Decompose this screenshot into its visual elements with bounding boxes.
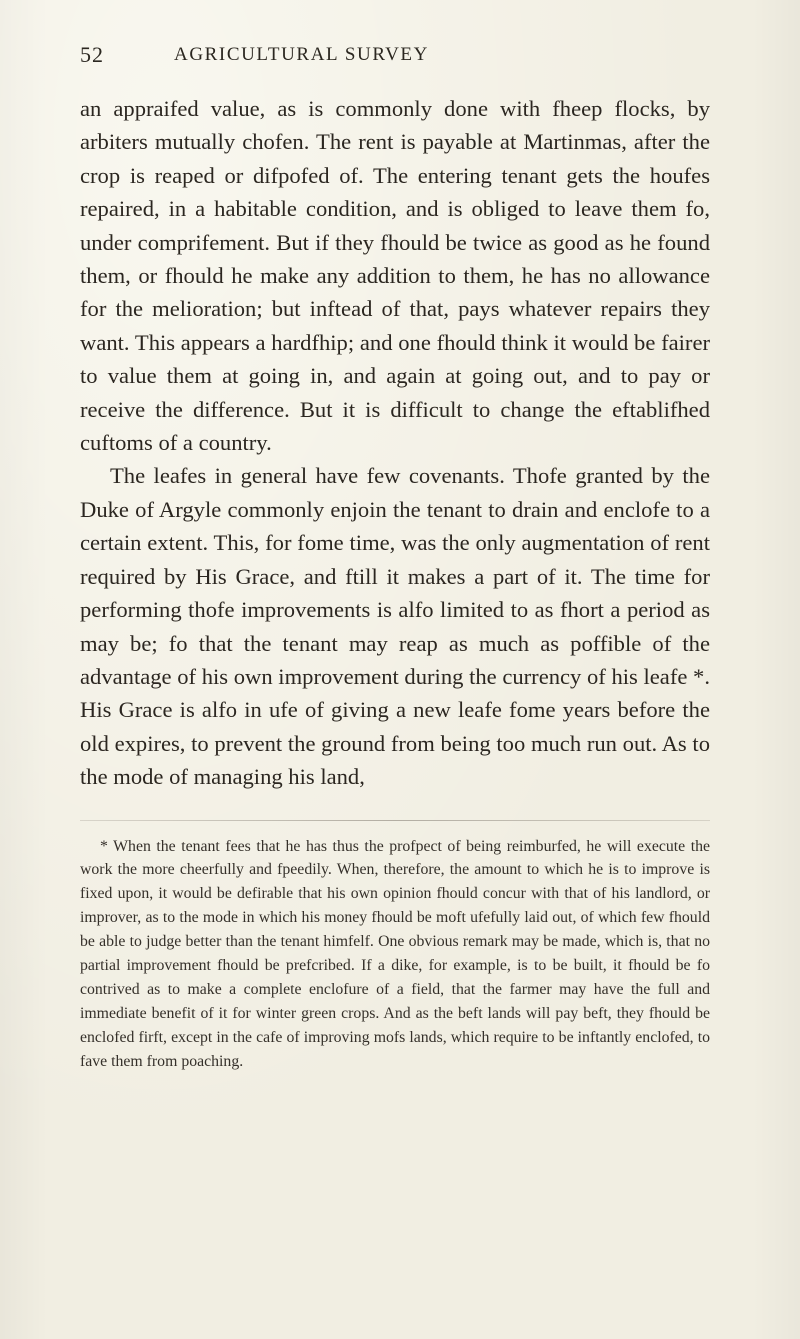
running-head: [80, 42, 710, 80]
body-text: [80, 92, 710, 794]
paragraph-leases: The leafes in general have few covenants. Thofe granted by the Duke of Argyle commonly enjoin the tenant to drain and enclofe to a certain extent. This, for fome time, was the only augmentation of rent required by His Grace, and ftill it makes a part of it. The time for performing thofe improvements is alfo limited to as fhort a period as may be; fo that the tenant may reap as much as poffible of the advantage of his own improvement during the currency of his leafe *. His Grace is alfo in ufe of giving a new leafe fome years before the old expires, to prevent the ground from being too much run out. As to the mode of managing his land,: [80, 463, 710, 790]
running-title: AGRICULTURAL SURVEY: [174, 44, 429, 65]
footnote: * When the tenant fees that he has thus the profpect of being reimburfed, he will execute the work the more cheerfully and fpeedily. When, therefore, the amount to which he is to improve is fixed upon, it would be defirable that his own opinion fhould concur with that of his landlord, or improver, as to the mode in which his money fhould be moft ufefully laid out, of which few fhould be able to judge better than the tenant himfelf. One obvious remark may be made, which is, that no partial improvement fhould be prefcribed. If a dike, for example, is to be built, it fhould be fo contrived as to make a complete enclofure of a field, that the farmer may have the full and immediate benefit of it for winter green crops. And as the beft lands will pay beft, they fhould be enclofed firft, except in the cafe of improving mofs lands, which require to be inftantly enclofed, to fave them from poaching.: [80, 837, 710, 1070]
page-number: 52: [80, 42, 104, 67]
footnote-divider: [80, 820, 710, 821]
paragraph-valuation: an appraifed value, as is commonly done with fheep flocks, by arbiters mutually chofen. The rent is payable at Martinmas, after the crop is reaped or difpofed of. The entering tenant gets the houfes repaired, in a habitable condition, and is obliged to leave them fo, under comprifement. But if they fhould be twice as good as he found them, or fhould he make any addition to them, he has no allowance for the melioration; but inftead of that, pays whatever repairs they want. This appears a hardfhip; and one fhould think it would be fairer to value them at going in, and again at going out, and to pay or receive the difference. But it is difficult to change the eftablifhed cuftoms of a country.: [80, 96, 710, 456]
